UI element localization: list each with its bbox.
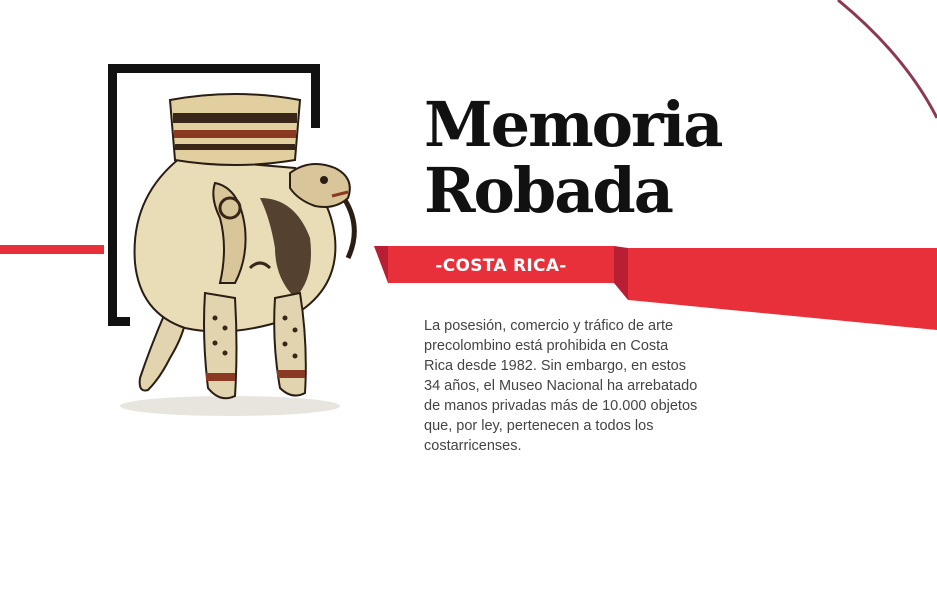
section-tag: -COSTA RICA- — [435, 256, 567, 276]
title-line-1: Memoria — [424, 88, 722, 161]
title-line-2: Robada — [424, 154, 672, 227]
intro-paragraph: La posesión, comercio y tráfico de arte precolombino está prohibida en Costa Rica desde 1982. Sin embargo, en estos 34 años, el Museo Nacional ha arrebatado de manos privadas más de 10.000 objetos que, por ley, pertenecen a todos los costarricenses. — [424, 318, 698, 454]
